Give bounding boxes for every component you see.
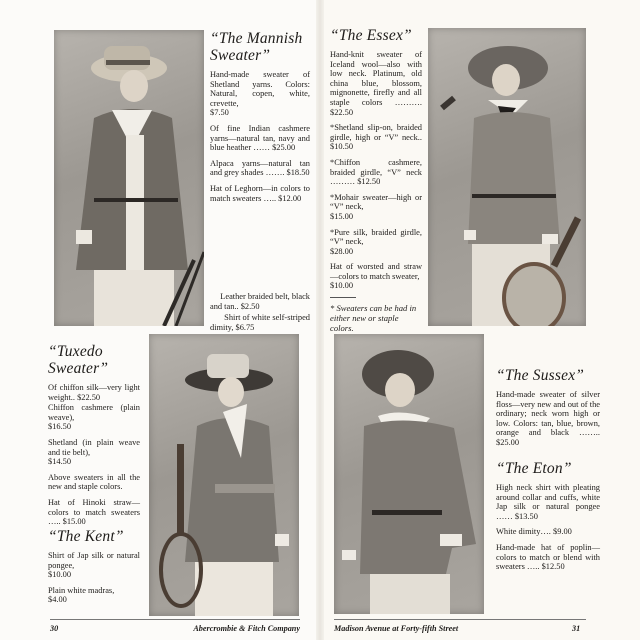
mannish-sweater-section <box>210 30 310 209</box>
footnote-divider <box>330 297 356 298</box>
list-item <box>210 184 310 203</box>
woman-hand-on-hip-figure-icon <box>334 334 484 614</box>
list-item <box>48 438 140 467</box>
list-item <box>210 124 310 153</box>
item-price: $2.50 <box>240 301 260 311</box>
list-item <box>330 123 422 152</box>
item-text: High neck shirt with pleating around collar and cuffs, white Jap silk or natural pongee …… <box>496 483 600 521</box>
item-price: $15.00 <box>62 517 86 527</box>
woman-racket-figure-icon <box>428 28 586 326</box>
tuxedo-sweater-photo <box>149 334 299 616</box>
list-item <box>330 158 422 187</box>
item-text: Leather braided belt, black and tan.. <box>210 292 310 311</box>
item-price: $18.50 <box>286 168 310 178</box>
eton-shirt-section <box>496 460 600 578</box>
item-price: $4.00 <box>48 595 67 605</box>
list-item <box>330 50 422 117</box>
list-item <box>210 70 310 118</box>
sussex-sweater-title: “The Sussex” <box>496 367 585 384</box>
mannish-extras <box>210 292 310 338</box>
item-price: $25.00 <box>496 437 520 447</box>
list-item <box>48 383 140 402</box>
footer-rule-right <box>334 619 586 620</box>
book-gutter <box>316 0 324 640</box>
item-text: Of chiffon silk—very light weight.. <box>48 383 140 402</box>
item-text: *Shetland slip-on, braided girdle, high or “V” neck.. <box>330 123 422 142</box>
kent-shirt-section <box>48 528 140 611</box>
item-price: $12.50 <box>357 177 381 187</box>
list-item <box>210 313 310 332</box>
item-price: $9.00 <box>553 527 572 537</box>
item-text: Alpaca yarns—natural tan and grey shades ……. <box>210 158 310 178</box>
item-price: $12.50 <box>541 562 565 572</box>
essex-sweater-section <box>330 27 422 333</box>
item-text: Hand-made hat of poplin—colors to match or blend with sweaters ….. <box>496 542 600 572</box>
item-price: $28.00 <box>330 246 354 256</box>
list-item <box>210 292 310 311</box>
item-price: $22.50 <box>330 107 354 117</box>
item-text: Of fine Indian cashmere yarns—natural tan, navy and blue heather …… <box>210 123 310 153</box>
list-item <box>48 498 140 527</box>
list-item <box>330 193 422 222</box>
page-number-right: 31 <box>572 624 581 633</box>
item-text: Hand-knit sweater of Iceland wool—also with low neck. Platinum, old china blue, blossom, mignonette, firefly and all staple colors ………. <box>330 50 422 107</box>
item-text: Hat of Hinoki straw—colors to match sweaters ….. <box>48 497 140 527</box>
footer-rule-left <box>50 619 300 620</box>
item-price: $10.00 <box>330 281 354 291</box>
item-price: $14.50 <box>48 457 72 467</box>
list-item <box>48 586 140 605</box>
tuxedo-sweater-section <box>48 343 140 533</box>
list-item <box>48 473 140 492</box>
running-title-left: Abercrombie & Fitch Company <box>193 624 300 633</box>
item-text: Hand-made sweater of silver floss—very new and out of the ordinary; neck worn high or low. Colors: tan, blue, brown, orange and black …….. <box>496 390 600 438</box>
list-item <box>330 228 422 257</box>
woman-tennis-figure-icon <box>149 334 299 616</box>
item-price: $15.00 <box>330 211 354 221</box>
item-text: Hand-made sweater of Shetland yarns. Colors: Natural, copen, white, crevette, <box>210 70 310 108</box>
item-price: $25.00 <box>272 143 296 153</box>
item-text: Hat of Leghorn—in colors to match sweaters ….. <box>210 183 310 203</box>
list-item <box>496 527 600 537</box>
item-text: Shetland (in plain weave and tie belt), <box>48 437 140 457</box>
sussex-sweater-section <box>496 367 600 454</box>
list-item <box>496 543 600 572</box>
eton-shirt-title: “The Eton” <box>496 460 572 477</box>
item-price: $10.50 <box>330 142 354 152</box>
sweater-footnote: * Sweaters can be had in either new or staple colors. <box>330 303 417 334</box>
list-item <box>496 483 600 521</box>
sussex-sweater-photo <box>334 334 484 614</box>
list-item <box>330 262 422 291</box>
item-price: $16.50 <box>48 422 72 432</box>
item-text: Hat of worsted and straw—colors to match sweater, <box>330 262 422 281</box>
list-item <box>496 390 600 448</box>
item-price: $22.50 <box>77 392 101 402</box>
item-text: *Mohair sweater—high or “V” neck, <box>330 192 422 212</box>
kent-shirt-title: “The Kent” <box>48 528 124 545</box>
list-item <box>210 159 310 178</box>
item-text: Above sweaters in all the new and staple colors. <box>48 472 140 492</box>
item-price: $13.50 <box>514 511 538 521</box>
woman-golf-figure-icon <box>54 30 204 326</box>
item-price: $12.00 <box>278 193 302 203</box>
item-price: $10.00 <box>48 570 72 580</box>
essex-sweater-title: “The Essex” <box>330 27 412 44</box>
item-text: *Chiffon cashmere, braided girdle, “V” neck ……… <box>330 157 422 187</box>
essex-sweater-photo <box>428 28 586 326</box>
item-text: Shirt of Jap silk or natural pongee, <box>48 551 140 570</box>
running-title-right: Madison Avenue at Forty-fifth Street <box>334 624 459 633</box>
list-item <box>48 403 140 432</box>
list-item <box>48 551 140 580</box>
mannish-sweater-title: “The Mannish Sweater” <box>210 30 303 64</box>
item-text: Plain white madras, <box>48 585 115 595</box>
tuxedo-sweater-title: “Tuxedo Sweater” <box>48 343 109 377</box>
mannish-sweater-photo <box>54 30 204 326</box>
item-text: White dimity…. <box>496 527 551 537</box>
item-text: Chiffon cashmere (plain weave), <box>48 403 140 422</box>
page-number-left: 30 <box>50 624 59 633</box>
item-price: $6.75 <box>235 322 255 332</box>
item-text: Shirt of white self-striped dimity, <box>210 313 310 332</box>
item-price: $7.50 <box>210 108 229 118</box>
item-text: *Pure silk, braided girdle, “V” neck, <box>330 227 422 247</box>
